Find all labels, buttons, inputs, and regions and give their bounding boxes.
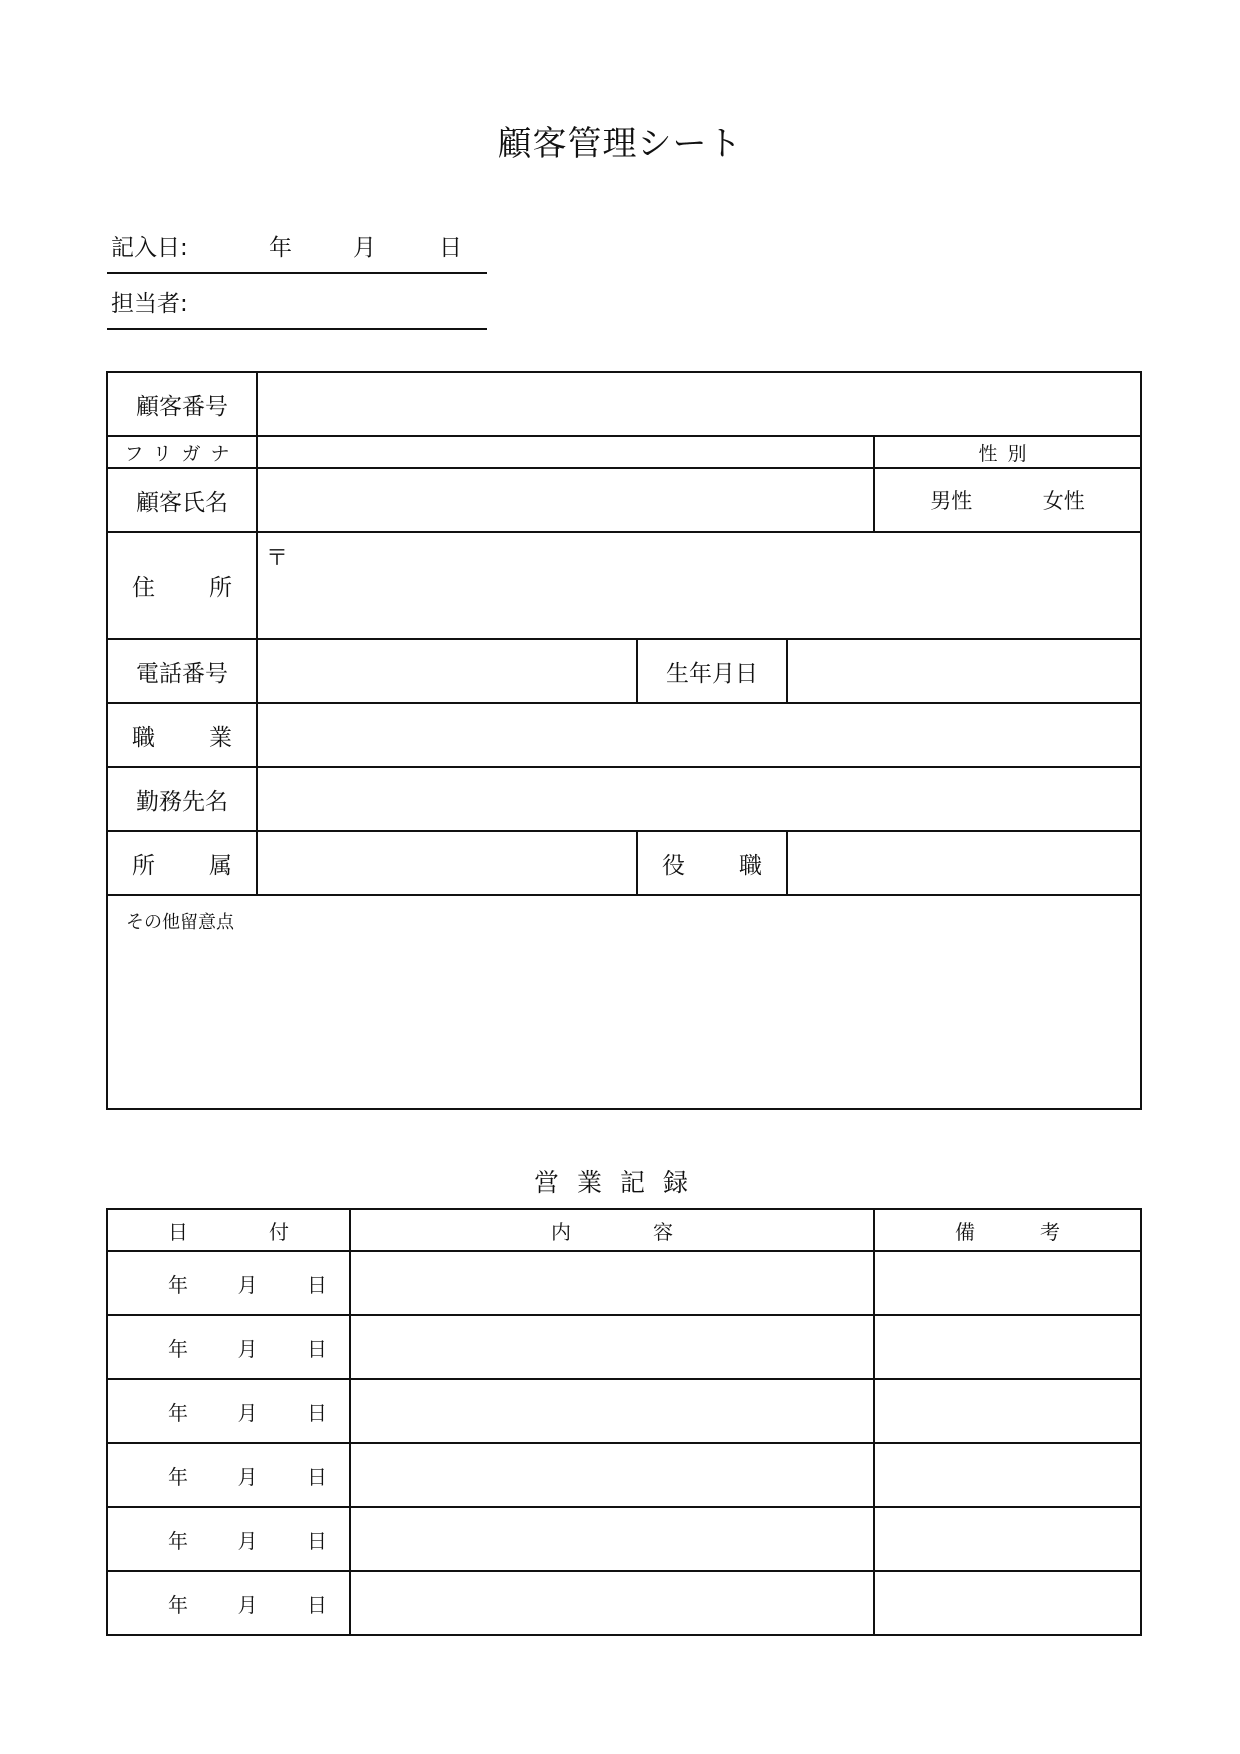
phone-label: 電話番号 bbox=[107, 639, 257, 703]
sales-row bbox=[107, 1315, 1141, 1379]
sales-date-field[interactable] bbox=[107, 1507, 350, 1571]
sales-year-label: 年 bbox=[168, 1464, 188, 1489]
sales-date-field[interactable] bbox=[107, 1443, 350, 1507]
date-header-1: 日 bbox=[168, 1219, 188, 1244]
dept-label bbox=[107, 831, 257, 895]
content-header-1: 内 bbox=[551, 1219, 571, 1244]
sales-year-label: 年 bbox=[168, 1400, 188, 1425]
address-label-1: 住 bbox=[132, 575, 155, 601]
entry-year-label: 年 bbox=[269, 235, 292, 261]
remarks-header-2: 考 bbox=[1040, 1219, 1060, 1244]
sales-month-label: 月 bbox=[237, 1592, 258, 1617]
phone-field[interactable] bbox=[257, 639, 637, 703]
gender-male-option[interactable]: 男性 bbox=[930, 489, 973, 513]
address-field[interactable] bbox=[257, 532, 1141, 639]
customer-number-label: 顧客番号 bbox=[107, 372, 257, 436]
sales-year-label: 年 bbox=[168, 1528, 188, 1553]
sales-date-field[interactable] bbox=[107, 1251, 350, 1315]
sales-day-label: 日 bbox=[307, 1336, 327, 1361]
company-label: 勤務先名 bbox=[107, 767, 257, 831]
sales-content-field[interactable] bbox=[350, 1571, 874, 1635]
dept-field[interactable] bbox=[257, 831, 637, 895]
page-title: 顧客管理シート bbox=[497, 124, 743, 164]
notes-field[interactable] bbox=[107, 895, 1141, 1109]
sales-remarks-field[interactable] bbox=[874, 1507, 1141, 1571]
sales-day-label: 日 bbox=[307, 1592, 327, 1617]
date-header bbox=[107, 1209, 350, 1251]
sales-month-label: 月 bbox=[237, 1272, 258, 1297]
furigana-label: フリガナ bbox=[107, 436, 257, 468]
sales-record-table bbox=[106, 1208, 1142, 1636]
sales-month-label: 月 bbox=[237, 1336, 258, 1361]
sales-row bbox=[107, 1507, 1141, 1571]
sales-row bbox=[107, 1379, 1141, 1443]
customer-name-field[interactable] bbox=[257, 468, 874, 532]
sales-row bbox=[107, 1571, 1141, 1635]
content-header bbox=[350, 1209, 874, 1251]
sales-remarks-field[interactable] bbox=[874, 1379, 1141, 1443]
job-label-1: 職 bbox=[132, 724, 155, 751]
entry-date-line[interactable] bbox=[107, 222, 487, 274]
position-label bbox=[637, 831, 787, 895]
sales-day-label: 日 bbox=[307, 1400, 327, 1425]
customer-number-field[interactable] bbox=[257, 372, 1141, 436]
sales-content-field[interactable] bbox=[350, 1379, 874, 1443]
entry-date-label: 記入日: bbox=[111, 235, 188, 261]
sales-content-field[interactable] bbox=[350, 1507, 874, 1571]
entry-month-label: 月 bbox=[353, 235, 376, 261]
company-field[interactable] bbox=[257, 767, 1141, 831]
furigana-field[interactable] bbox=[257, 436, 874, 468]
position-label-1: 役 bbox=[662, 852, 685, 879]
sales-header-row bbox=[107, 1209, 1141, 1251]
birthday-label: 生年月日 bbox=[637, 639, 787, 703]
sales-remarks-field[interactable] bbox=[874, 1315, 1141, 1379]
sales-year-label: 年 bbox=[168, 1336, 188, 1361]
sales-month-label: 月 bbox=[237, 1464, 258, 1489]
staff-label: 担当者: bbox=[111, 291, 188, 317]
entry-day-label: 日 bbox=[439, 235, 462, 261]
sales-content-field[interactable] bbox=[350, 1251, 874, 1315]
sales-date-field[interactable] bbox=[107, 1315, 350, 1379]
date-header-2: 付 bbox=[269, 1219, 289, 1244]
sales-year-label: 年 bbox=[168, 1272, 188, 1297]
customer-table bbox=[106, 371, 1142, 1110]
address-label-2: 所 bbox=[209, 575, 232, 601]
notes-label: その他留意点 bbox=[126, 912, 234, 933]
sales-day-label: 日 bbox=[307, 1464, 327, 1489]
zip-mark: 〒 bbox=[266, 546, 289, 571]
sales-row bbox=[107, 1251, 1141, 1315]
dept-label-1: 所 bbox=[132, 852, 155, 879]
sales-month-label: 月 bbox=[237, 1528, 258, 1553]
gender-female-option[interactable]: 女性 bbox=[1042, 489, 1085, 513]
remarks-header bbox=[874, 1209, 1141, 1251]
sales-remarks-field[interactable] bbox=[874, 1571, 1141, 1635]
position-label-2: 職 bbox=[739, 852, 762, 879]
sales-day-label: 日 bbox=[307, 1272, 327, 1297]
remarks-header-1: 備 bbox=[955, 1219, 975, 1244]
sales-date-field[interactable] bbox=[107, 1571, 350, 1635]
sales-date-field[interactable] bbox=[107, 1379, 350, 1443]
gender-options[interactable] bbox=[874, 468, 1141, 532]
sales-remarks-field[interactable] bbox=[874, 1251, 1141, 1315]
address-label bbox=[107, 532, 257, 639]
birthday-field[interactable] bbox=[787, 639, 1141, 703]
position-field[interactable] bbox=[787, 831, 1141, 895]
sales-record-title: 営業記録 bbox=[533, 1168, 706, 1197]
sales-content-field[interactable] bbox=[350, 1443, 874, 1507]
customer-name-label: 顧客氏名 bbox=[107, 468, 257, 532]
job-label bbox=[107, 703, 257, 767]
sales-day-label: 日 bbox=[307, 1528, 327, 1553]
sales-content-field[interactable] bbox=[350, 1315, 874, 1379]
sales-year-label: 年 bbox=[168, 1592, 188, 1617]
sales-row bbox=[107, 1443, 1141, 1507]
sales-remarks-field[interactable] bbox=[874, 1443, 1141, 1507]
gender-label: 性別 bbox=[874, 436, 1141, 468]
job-label-2: 業 bbox=[209, 724, 232, 751]
dept-label-2: 属 bbox=[209, 852, 232, 879]
content-header-2: 容 bbox=[653, 1219, 673, 1244]
staff-line[interactable] bbox=[107, 278, 487, 330]
job-field[interactable] bbox=[257, 703, 1141, 767]
sales-month-label: 月 bbox=[237, 1400, 258, 1425]
